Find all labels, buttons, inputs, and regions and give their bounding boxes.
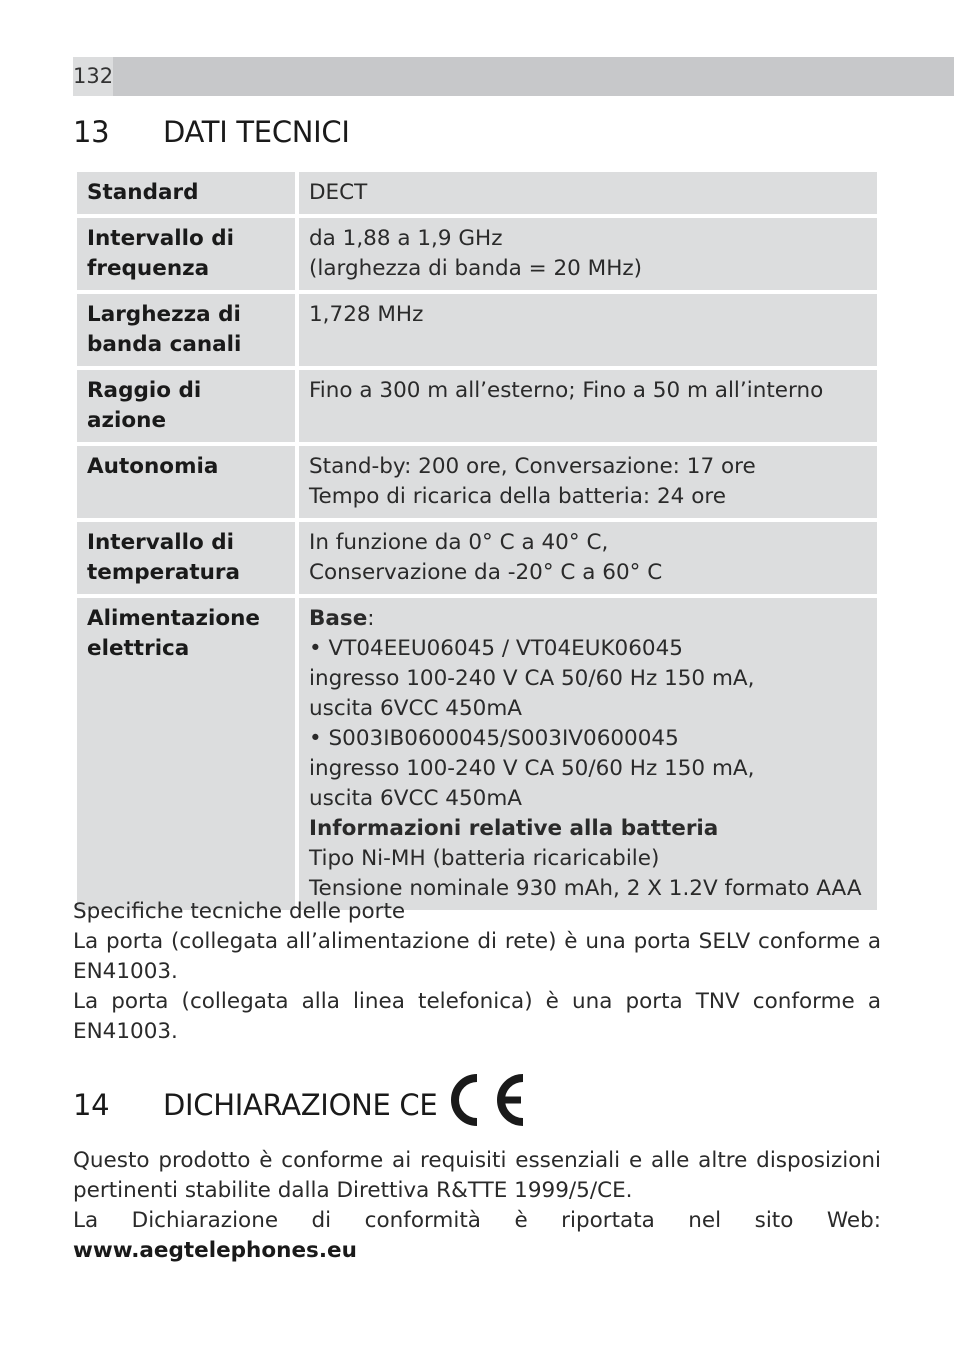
row-label: Larghezza di banda canali xyxy=(77,294,295,366)
row-label: Standard xyxy=(77,172,295,214)
value-line: ingresso 100-240 V CA 50/60 Hz 150 mA, xyxy=(309,666,755,691)
page-header-bar xyxy=(73,57,954,96)
paragraph: La porta (collegata all’alimentazione di rete) è una porta SELV conforme a EN41003. xyxy=(73,929,881,984)
section-heading: DATI TECNICI xyxy=(163,115,350,149)
row-label: Intervallo di frequenza xyxy=(77,218,295,290)
table-row xyxy=(77,598,877,910)
row-value xyxy=(299,446,877,518)
row-value xyxy=(299,172,877,214)
table-row xyxy=(77,218,877,290)
page-number: 132 xyxy=(73,57,113,96)
value-line: da 1,88 a 1,9 GHz xyxy=(309,226,503,251)
row-value xyxy=(299,370,877,442)
tech-specs-table xyxy=(73,168,881,914)
row-label: Intervallo di temperatura xyxy=(77,522,295,594)
section-number: 13 xyxy=(73,115,110,149)
paragraph: La porta (collegata alla linea telefonica) è una porta TNV conforme a EN41003. xyxy=(73,989,881,1044)
value-line: Conservazione da -20° C a 60° C xyxy=(309,560,663,585)
row-label: Autonomia xyxy=(77,446,295,518)
value-line: • VT04EEU06045 / VT04EUK06045 xyxy=(309,636,683,661)
paragraph: La Dichiarazione di conformità è riportata nel sito Web: xyxy=(73,1208,881,1233)
value-line: uscita 6VCC 450mA xyxy=(309,696,522,721)
value-line: Tempo di ricarica della batteria: 24 ore xyxy=(309,484,726,509)
paragraph: Questo prodotto è conforme ai requisiti essenziali e alle altre disposizioni pertinenti stabilite dalla Direttiva R&TTE 1999/5/CE. xyxy=(73,1148,881,1203)
table-row xyxy=(77,446,877,518)
value-line xyxy=(309,604,867,634)
row-label: Raggio di azione xyxy=(77,370,295,442)
value-line: Fino a 300 m all’esterno; Fino a 50 m all’interno xyxy=(309,378,824,403)
section-14-title xyxy=(73,1072,525,1132)
value-line: Stand-by: 200 ore, Conversazione: 17 ore xyxy=(309,454,756,479)
value-line: Tipo Ni-MH (batteria ricaricabile) xyxy=(309,846,660,871)
website-link[interactable]: www.aegtelephones.eu xyxy=(73,1238,357,1263)
table-row xyxy=(77,294,877,366)
value-line: ingresso 100-240 V CA 50/60 Hz 150 mA, xyxy=(309,756,755,781)
value-line: In funzione da 0° C a 40° C, xyxy=(309,530,609,555)
ce-mark-icon xyxy=(445,1072,525,1135)
row-value xyxy=(299,294,877,366)
section-13-title xyxy=(73,115,350,149)
port-specs-text xyxy=(73,897,881,1047)
base-colon: : xyxy=(367,606,375,631)
value-line: DECT xyxy=(309,180,368,205)
value-line: Tensione nominale 930 mAh, 2 X 1.2V formato AAA xyxy=(309,876,862,901)
table-row xyxy=(77,522,877,594)
ports-heading: Specifiche tecniche delle porte xyxy=(73,899,406,924)
row-label: Alimentazione elettrica xyxy=(77,598,295,910)
value-line: (larghezza di banda = 20 MHz) xyxy=(309,256,643,281)
section-heading: DICHIARAZIONE CE xyxy=(163,1088,438,1122)
table-row xyxy=(77,172,877,214)
value-line: • S003IB0600045/S003IV0600045 xyxy=(309,726,679,751)
row-value xyxy=(299,218,877,290)
row-value xyxy=(299,522,877,594)
battery-heading: Informazioni relative alla batteria xyxy=(309,816,719,841)
value-line: 1,728 MHz xyxy=(309,302,424,327)
section-number: 14 xyxy=(73,1088,110,1122)
value-line: uscita 6VCC 450mA xyxy=(309,786,522,811)
row-value xyxy=(299,598,877,910)
table-row xyxy=(77,370,877,442)
base-heading: Base xyxy=(309,606,368,631)
declaration-text xyxy=(73,1146,881,1266)
